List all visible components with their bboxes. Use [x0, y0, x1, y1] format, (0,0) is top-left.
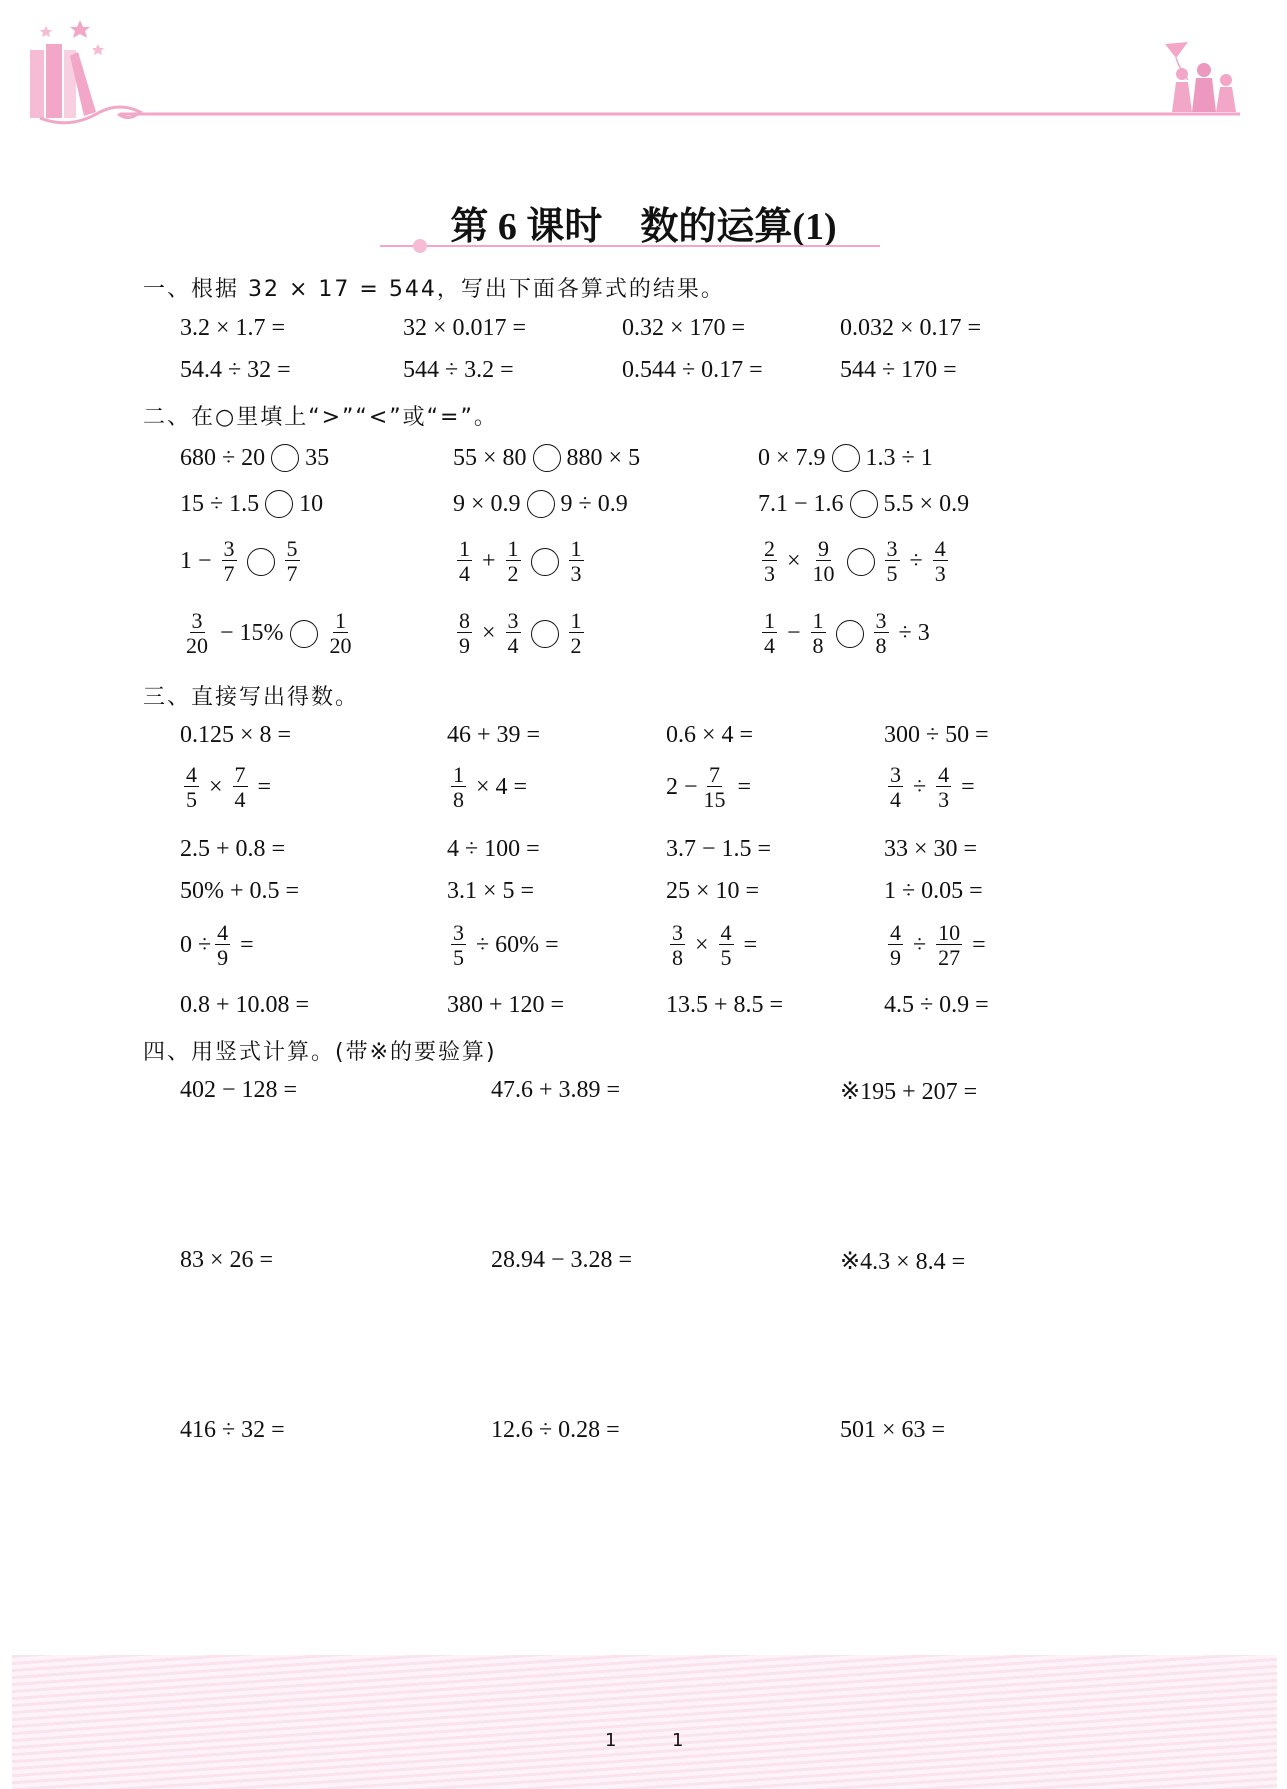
q1-item: 544 ÷ 170 =	[840, 357, 957, 383]
q1-item: 0.032 × 0.17 =	[840, 315, 982, 341]
q1-item: 544 ÷ 3.2 =	[403, 357, 514, 383]
q1-item: 0.32 × 170 =	[622, 315, 746, 341]
answer-circle[interactable]	[527, 490, 555, 518]
fraction: $\frac{8}{9}$	[459, 608, 470, 658]
q2-item: $\frac{1}{4}$ − $\frac{1}{8}$ $\frac{3}{8}$ ÷ 3	[764, 608, 930, 658]
q2-item: 680 ÷ 20 35	[180, 444, 330, 471]
q3-item: 4.5 ÷ 0.9 =	[884, 992, 989, 1018]
fraction: $\frac{1}{20}$	[329, 608, 352, 658]
q3-item: $\frac{3}{8}$ × $\frac{4}{5}$ =	[672, 920, 758, 970]
children-kite-icon	[1165, 42, 1236, 112]
fraction: $\frac{1}{2}$	[570, 608, 582, 658]
q2-item: $\frac{3}{20}$ − 15% $\frac{1}{20}$	[186, 608, 352, 658]
q2-item: $\frac{1}{4}$ + $\frac{1}{2}$ $\frac{1}{3}$	[459, 536, 582, 586]
q2-item: $\frac{2}{3}$ × $\frac{9}{10}$ $\frac{3}{5}$ ÷ $\frac{4}{3}$	[764, 536, 946, 586]
fraction: $\frac{4}{3}$	[938, 762, 950, 812]
q2-item: $\frac{8}{9}$ × $\frac{3}{4}$ $\frac{1}{2}$	[459, 608, 582, 658]
q3-item: 0 ÷ $\frac{4}{9}$ =	[180, 920, 254, 970]
q3-item: 13.5 + 8.5 =	[666, 992, 784, 1018]
answer-circle[interactable]	[531, 620, 559, 648]
title-underline	[380, 236, 880, 256]
q3-item: 50% + 0.5 =	[180, 878, 300, 904]
fraction: $\frac{7}{4}$	[234, 762, 246, 812]
q3-item: 0.6 × 4 =	[666, 722, 754, 748]
fraction: $\frac{9}{10}$	[812, 536, 835, 586]
section-2-heading: 二、在○里填上“>”“<”或“=”。	[143, 405, 498, 430]
fraction: $\frac{1}{4}$	[459, 536, 470, 586]
q3-item: 0.8 + 10.08 =	[180, 992, 310, 1018]
answer-circle[interactable]	[533, 444, 561, 472]
q1-item: 32 × 0.017 =	[403, 315, 527, 341]
answer-circle[interactable]	[531, 548, 559, 576]
q1-item: 3.2 × 1.7 =	[180, 315, 286, 341]
q3-item: $\frac{3}{4}$ ÷ $\frac{4}{3}$ =	[890, 762, 975, 812]
fraction: $\frac{1}{4}$	[764, 608, 775, 658]
answer-circle[interactable]	[832, 444, 860, 472]
fraction: $\frac{3}{8}$	[875, 608, 887, 658]
fraction: $\frac{4}{5}$	[720, 920, 732, 970]
header-decoration	[0, 0, 1287, 140]
fraction: $\frac{1}{3}$	[570, 536, 582, 586]
page-number: 1	[672, 1730, 684, 1751]
q2-item: 7.1 − 1.6 5.5 × 0.9	[758, 490, 970, 517]
section-3-heading: 三、直接写出得数。	[143, 685, 360, 710]
page-title: 第 6 课时 数的运算(1)	[450, 206, 837, 248]
q3-item: 300 ÷ 50 =	[884, 722, 989, 748]
q1-item: 0.544 ÷ 0.17 =	[622, 357, 763, 383]
fraction: $\frac{3}{7}$	[223, 536, 235, 586]
q4-item: 12.6 ÷ 0.28 =	[491, 1417, 620, 1443]
book-stack-icon	[30, 20, 140, 123]
answer-circle[interactable]	[850, 490, 878, 518]
q3-item: 33 × 30 =	[884, 836, 978, 862]
q3-item: 4 ÷ 100 =	[447, 836, 540, 862]
fraction: $\frac{3}{4}$	[890, 762, 901, 812]
q3-item: 46 + 39 =	[447, 722, 541, 748]
page-number: 1	[605, 1730, 617, 1751]
section-4-heading: 四、用竖式计算。(带※的要验算)	[143, 1040, 497, 1065]
answer-circle[interactable]	[271, 444, 299, 472]
q4-item: 47.6 + 3.89 =	[491, 1077, 621, 1103]
fraction: $\frac{3}{20}$	[186, 608, 208, 658]
fraction: $\frac{3}{5}$	[886, 536, 898, 586]
q3-item: 3.7 − 1.5 =	[666, 836, 772, 862]
q2-item: 0 × 7.9 1.3 ÷ 1	[758, 444, 933, 471]
q4-item: 83 × 26 =	[180, 1247, 274, 1273]
fraction: $\frac{2}{3}$	[764, 536, 775, 586]
fraction: $\frac{3}{5}$	[453, 920, 464, 970]
q2-item: 15 ÷ 1.5 10	[180, 490, 324, 517]
q3-item: 3.1 × 5 =	[447, 878, 535, 904]
q2-item: 1 − $\frac{3}{7}$ $\frac{5}{7}$	[180, 536, 298, 586]
q1-item: 54.4 ÷ 32 =	[180, 357, 291, 383]
answer-circle[interactable]	[265, 490, 293, 518]
q3-item: 25 × 10 =	[666, 878, 760, 904]
q4-item: 501 × 63 =	[840, 1417, 946, 1443]
q3-item: $\frac{4}{5}$ × $\frac{7}{4}$ =	[186, 762, 272, 812]
fraction: $\frac{1}{2}$	[507, 536, 519, 586]
fraction: $\frac{10}{27}$	[938, 920, 961, 970]
fraction: $\frac{1}{8}$	[812, 608, 824, 658]
q3-item: $\frac{1}{8}$ × 4 =	[453, 762, 528, 812]
fraction: $\frac{3}{4}$	[507, 608, 519, 658]
q2-item: 55 × 80 880 × 5	[453, 444, 641, 471]
answer-circle[interactable]	[290, 620, 318, 648]
fraction: $\frac{4}{3}$	[934, 536, 946, 586]
fraction: $\frac{5}{7}$	[286, 536, 298, 586]
fraction: $\frac{1}{8}$	[453, 762, 464, 812]
q4-item: ※4.3 × 8.4 =	[840, 1249, 966, 1275]
q4-item: 28.94 − 3.28 =	[491, 1247, 633, 1273]
fraction: $\frac{7}{15}$	[703, 762, 726, 812]
fraction: $\frac{4}{9}$	[217, 920, 229, 970]
fraction: $\frac{3}{8}$	[672, 920, 683, 970]
q3-item: 380 + 120 =	[447, 992, 565, 1018]
answer-circle[interactable]	[836, 620, 864, 648]
fraction: $\frac{4}{5}$	[186, 762, 197, 812]
q4-item: ※195 + 207 =	[840, 1079, 978, 1105]
q2-item: 9 × 0.9 9 ÷ 0.9	[453, 490, 628, 517]
q3-item: 1 ÷ 0.05 =	[884, 878, 983, 904]
q3-item: $\frac{4}{9}$ ÷ $\frac{10}{27}$ =	[890, 920, 986, 970]
q3-item: 2.5 + 0.8 =	[180, 836, 286, 862]
section-1-heading: 一、根据 32 × 17 = 544，写出下面各算式的结果。	[143, 277, 725, 302]
q3-item: 0.125 × 8 =	[180, 722, 292, 748]
q3-item: $\frac{3}{5}$ ÷ 60% =	[453, 920, 559, 970]
answer-circle[interactable]	[847, 548, 875, 576]
q4-item: 416 ÷ 32 =	[180, 1417, 285, 1443]
fraction: $\frac{4}{9}$	[890, 920, 901, 970]
footer-band	[12, 1655, 1277, 1789]
q3-item: 2 − $\frac{7}{15}$ =	[666, 762, 752, 812]
q4-item: 402 − 128 =	[180, 1077, 298, 1103]
answer-circle[interactable]	[247, 548, 275, 576]
